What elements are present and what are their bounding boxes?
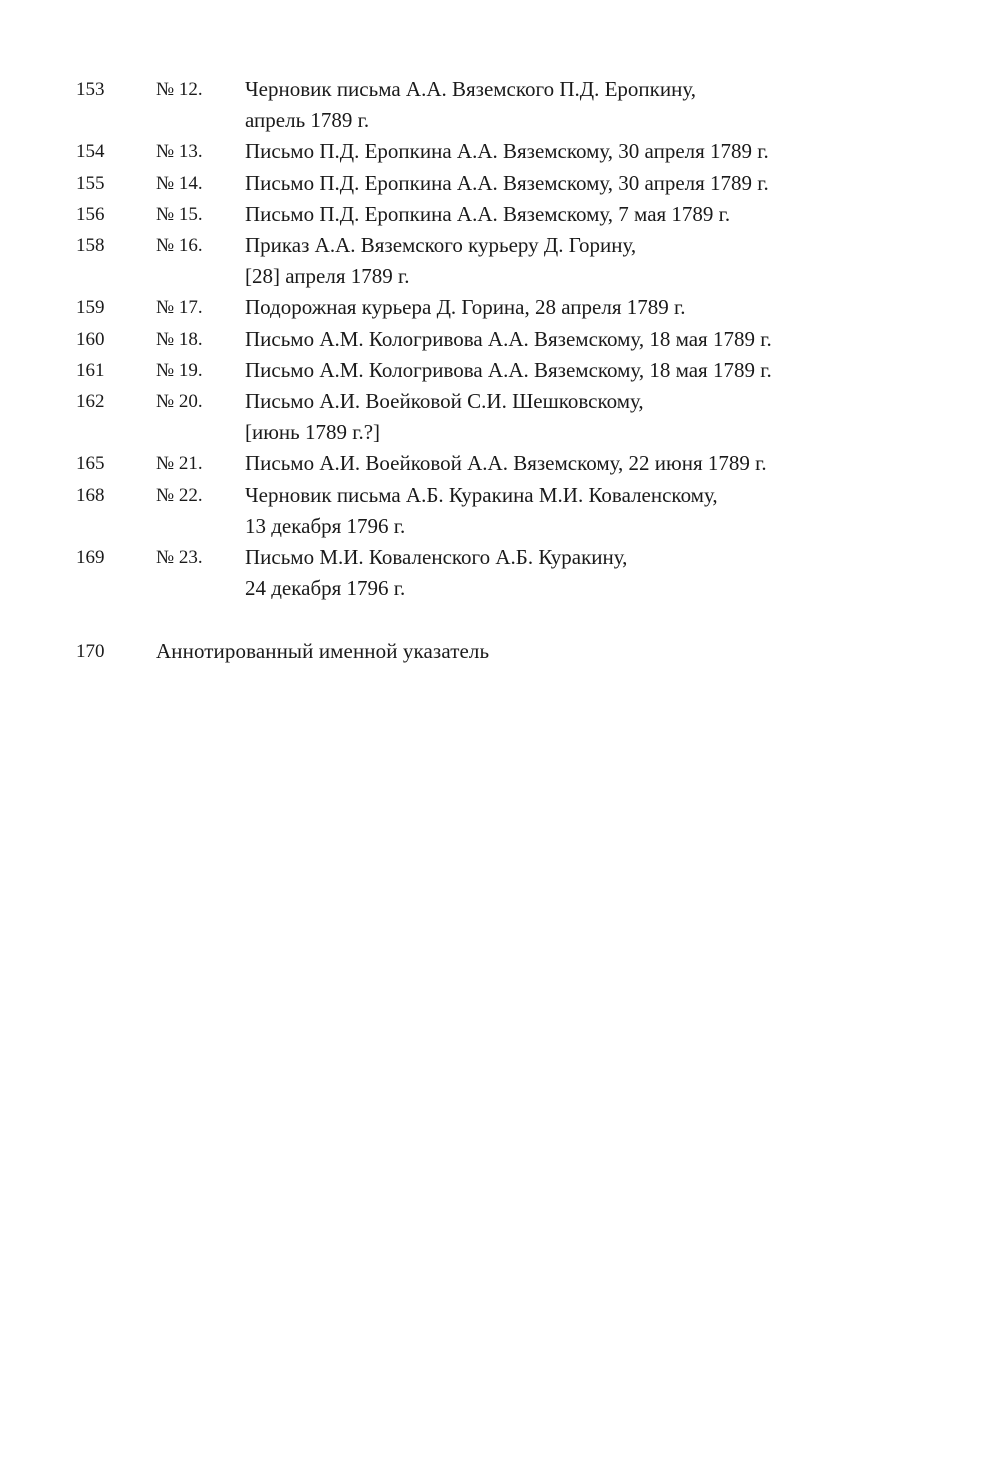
page-number: 156: [76, 203, 105, 225]
document-number: № 14.: [156, 172, 203, 194]
toc-entry: [76, 542, 956, 604]
toc-entry: [76, 199, 956, 230]
title-line: 13 декабря 1796 г.: [245, 513, 406, 538]
toc-entry: [76, 480, 956, 542]
page-number: 169: [76, 547, 105, 569]
document-number: № 15.: [156, 203, 203, 225]
page-number: 162: [76, 391, 105, 413]
document-title: [245, 448, 956, 479]
document-title: [245, 199, 956, 230]
title-line: 24 декабря 1796 г.: [245, 576, 406, 601]
title-line: Письмо П.Д. Еропкина А.А. Вяземскому, 7 мая 1789 г.: [245, 201, 731, 226]
document-title: [245, 136, 956, 167]
title-line: Письмо П.Д. Еропкина А.А. Вяземскому, 30 апреля 1789 г.: [245, 139, 769, 164]
toc-entry: [76, 74, 956, 136]
toc-entry: [76, 230, 956, 292]
document-number: № 16.: [156, 235, 203, 257]
document-title: [245, 355, 956, 386]
title-line: апрель 1789 г.: [245, 108, 370, 133]
document-title: [245, 386, 956, 448]
page-number: 158: [76, 235, 105, 257]
title-line: [июнь 1789 г.?]: [245, 420, 381, 445]
title-line: Письмо П.Д. Еропкина А.А. Вяземскому, 30 апреля 1789 г.: [245, 170, 769, 195]
document-title: [245, 324, 956, 355]
document-title: [245, 74, 956, 136]
document-number: № 13.: [156, 141, 203, 163]
page-number: 160: [76, 328, 105, 350]
document-number: № 18.: [156, 328, 203, 350]
toc-entry-name-index: [76, 636, 956, 667]
section-title: Аннотированный именной указатель: [156, 639, 490, 664]
document-number: № 22.: [156, 484, 203, 506]
toc-entry: [76, 136, 956, 167]
page-number: 159: [76, 297, 105, 319]
title-line: Подорожная курьера Д. Горина, 28 апреля 1789 г.: [245, 295, 686, 320]
document-number: № 19.: [156, 359, 203, 381]
document-title: [245, 542, 956, 604]
title-line: Письмо М.И. Коваленского А.Б. Куракину,: [245, 545, 628, 570]
document-number: № 17.: [156, 297, 203, 319]
page-number: 154: [76, 141, 105, 163]
page-number: 161: [76, 359, 105, 381]
document-number: № 21.: [156, 453, 203, 475]
toc-entry: [76, 448, 956, 479]
page-number: 153: [76, 79, 105, 100]
toc-entry: [76, 292, 956, 323]
document-title: [245, 168, 956, 199]
title-line: Письмо А.М. Кологривова А.А. Вяземскому, 18 мая 1789 г.: [245, 357, 772, 382]
document-title: [245, 230, 956, 292]
document-number: № 12.: [156, 79, 203, 100]
title-line: Письмо А.И. Воейковой С.И. Шешковскому,: [245, 389, 644, 414]
title-line: Письмо А.И. Воейковой А.А. Вяземскому, 22 июня 1789 г.: [245, 451, 767, 476]
document-title: [245, 480, 956, 542]
title-line: Черновик письма А.Б. Куракина М.И. Коваленскому,: [245, 482, 718, 507]
page-number: 165: [76, 453, 105, 475]
toc-entry: [76, 168, 956, 199]
page-number: 170: [76, 641, 105, 663]
title-line: Письмо А.М. Кологривова А.А. Вяземскому, 18 мая 1789 г.: [245, 326, 772, 351]
title-line: Приказ А.А. Вяземского курьеру Д. Горину,: [245, 233, 637, 258]
page-number: 168: [76, 484, 105, 506]
document-number: № 20.: [156, 391, 203, 413]
table-of-contents: [76, 74, 956, 668]
page-number: 155: [76, 172, 105, 194]
title-line: [28] апреля 1789 г.: [245, 264, 410, 289]
document-title: [245, 292, 956, 323]
document-number: № 23.: [156, 547, 203, 569]
toc-entry: [76, 324, 956, 355]
title-line: Черновик письма А.А. Вяземского П.Д. Еропкину,: [245, 77, 696, 101]
toc-entry: [76, 355, 956, 386]
toc-entry: [76, 386, 956, 448]
